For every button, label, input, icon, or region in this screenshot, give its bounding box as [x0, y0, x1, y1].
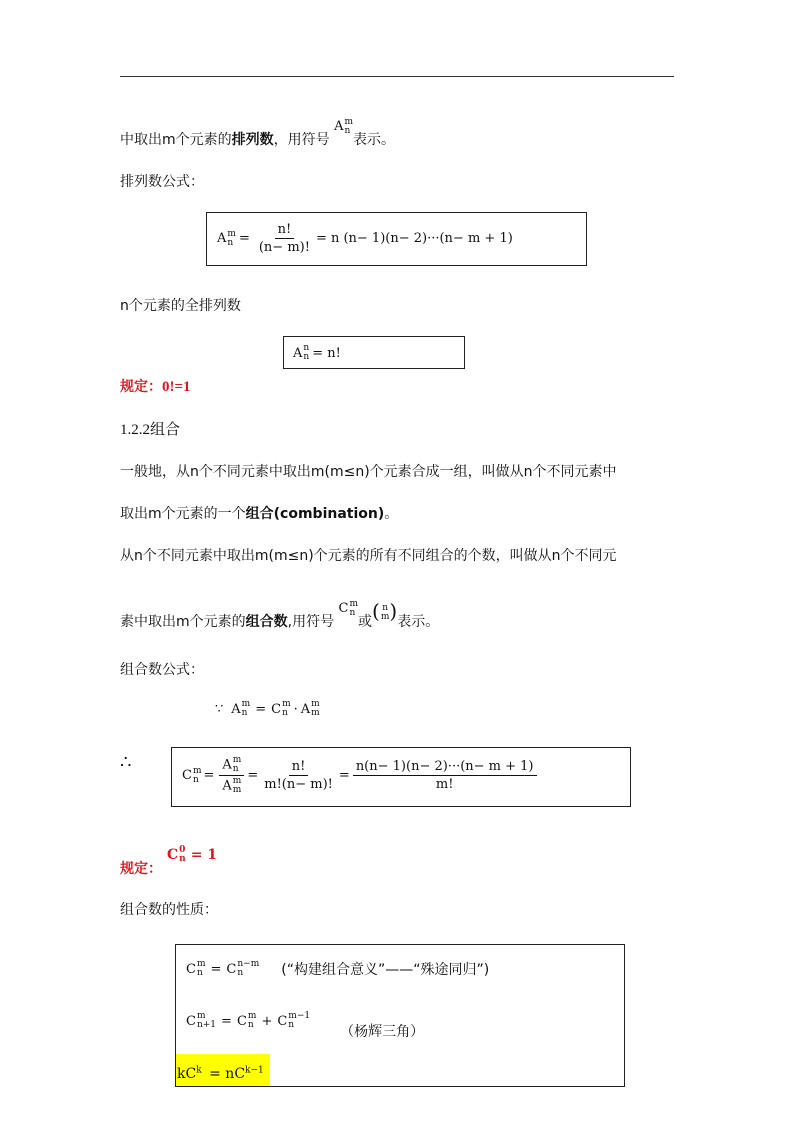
sub: n — [241, 708, 248, 718]
sup: m — [196, 959, 206, 969]
text: 表示。 — [397, 614, 440, 630]
binom-bottom: m — [380, 611, 390, 622]
sub: n — [192, 774, 199, 785]
base: C — [182, 768, 192, 783]
property-symmetry — [186, 959, 489, 979]
sup: m — [247, 1011, 257, 1021]
because-symbol: ∵ — [215, 701, 224, 717]
base: C — [338, 601, 349, 616]
base: C — [186, 961, 196, 977]
text: 取出m个元素的一个 — [120, 506, 246, 522]
sup: m — [227, 228, 236, 239]
base: C — [236, 1013, 247, 1029]
header-rule — [120, 76, 674, 77]
rule-zero-factorial — [120, 378, 191, 396]
property-highlighted — [175, 1054, 270, 1086]
paragraph-combination-number-line2 — [120, 598, 440, 632]
rhs: = n (n− 1)(n− 2)···(n− m + 1) — [315, 231, 513, 246]
equals: = — [238, 231, 250, 246]
sup: n−m — [237, 959, 260, 969]
paragraph-combination-line1: 一般地，从n个不同元素中取出m(m≤n)个元素合成一组，叫做从n个不同元素中 — [120, 464, 617, 480]
bold-term: 组合(combination) — [245, 506, 385, 522]
denominator — [219, 776, 244, 795]
sup: m — [232, 755, 242, 765]
equals: = — [210, 961, 222, 977]
base: A — [231, 701, 241, 717]
sup: m — [344, 116, 354, 127]
base: A — [300, 701, 311, 717]
rule-c-n-zero-formula — [167, 846, 217, 864]
denominator: m!(n− m)! — [264, 777, 333, 792]
rule-c-n-zero — [120, 860, 162, 878]
text: 表示。 — [353, 132, 396, 148]
base: A — [293, 345, 303, 361]
binomial-symbol: ( n m ) — [372, 599, 398, 623]
paragraph-combination-number-line1: 从n个不同元素中取出m(m≤n)个元素的所有不同组合的个数，叫做从n个不同元 — [120, 548, 617, 564]
rule-label: 规定： — [120, 861, 162, 877]
formula-box-combination — [171, 747, 631, 807]
text: ，用符号 — [273, 132, 330, 148]
formula-box-permutation — [206, 212, 587, 266]
sup: k — [196, 1065, 202, 1076]
sub: n — [232, 764, 239, 774]
sub: n — [179, 854, 186, 864]
lhs: kC — [177, 1066, 197, 1082]
paragraph-permutation-formula-label: 排列数公式： — [120, 174, 204, 190]
base: C — [167, 847, 179, 863]
base: A — [222, 778, 232, 794]
sup: m — [196, 1011, 206, 1021]
base: C — [186, 1013, 196, 1029]
equals: = — [247, 768, 259, 783]
sub: n — [227, 237, 234, 248]
rule-label: 规定： — [120, 379, 162, 395]
section-title — [120, 421, 180, 439]
fraction-A-over-A — [219, 756, 244, 795]
section-title-text: 1.2.2组合 — [120, 422, 181, 438]
text: ,用符号 — [287, 614, 335, 630]
fraction-factorial — [261, 759, 336, 792]
sub: n — [282, 708, 288, 718]
sup: m — [311, 699, 320, 709]
paragraph-full-permutation: n个元素的全排列数 — [120, 298, 241, 314]
text: 中取出m个元素的 — [120, 132, 232, 148]
text: 素中取出m个元素的 — [120, 614, 246, 630]
note: (“构建组合意义”——“殊途同归”) — [281, 962, 490, 978]
base: A — [334, 119, 344, 134]
sub: m — [311, 708, 320, 718]
note: （杨辉三角） — [340, 1024, 425, 1040]
formula-box-full-permutation — [283, 336, 465, 369]
property-pascal — [186, 1011, 425, 1040]
rhs: = 1 — [190, 847, 218, 863]
sub: n — [237, 968, 244, 978]
sup: k−1 — [245, 1065, 264, 1076]
numerator — [219, 756, 244, 776]
properties-box — [175, 944, 625, 1087]
paragraph-permutation-definition — [120, 116, 396, 150]
sup: m — [192, 765, 202, 776]
text: 或 — [358, 614, 373, 630]
plus: + — [261, 1013, 273, 1029]
base: A — [217, 231, 227, 246]
sub: m — [232, 785, 242, 795]
equals: = — [338, 768, 350, 783]
sup: m — [349, 598, 359, 609]
equals: = — [221, 1013, 232, 1029]
sub: n — [288, 1020, 295, 1030]
dot: · — [293, 701, 298, 717]
base: C — [277, 1013, 288, 1029]
symbol-C — [338, 598, 359, 618]
sub: n — [303, 352, 310, 362]
sup: m — [232, 776, 242, 786]
sub: n — [344, 125, 351, 136]
binom-top: n — [382, 602, 389, 613]
paragraph-properties-label: 组合数的性质： — [120, 902, 218, 918]
denominator: m! — [435, 777, 454, 792]
sub: n+1 — [196, 1020, 217, 1030]
numerator: n! — [289, 759, 309, 776]
numerator: n(n− 1)(n− 2)···(n− m + 1) — [353, 759, 537, 776]
rhs: = nC — [209, 1066, 246, 1082]
equals: = — [255, 701, 267, 717]
paragraph-combination-formula-label: 组合数公式： — [120, 662, 204, 678]
sup: m — [282, 699, 291, 709]
rhs: = n! — [312, 345, 341, 361]
bold-term: 组合数 — [245, 614, 288, 630]
symbol-A — [334, 116, 354, 136]
fraction-product — [353, 759, 537, 792]
base: A — [222, 757, 232, 773]
sub: n — [349, 607, 356, 618]
numerator: n! — [275, 222, 295, 239]
base: C — [226, 961, 237, 977]
rule-value: 0!=1 — [162, 379, 191, 395]
sup: m — [241, 699, 251, 709]
text: 。 — [384, 506, 399, 522]
base: C — [271, 701, 282, 717]
equals: = — [203, 768, 215, 783]
because-formula — [215, 700, 320, 718]
fraction — [256, 222, 313, 255]
sub: n — [247, 1020, 254, 1030]
sub: n — [196, 968, 203, 978]
sup: 0 — [179, 845, 186, 855]
paragraph-combination-line2 — [120, 505, 398, 523]
sup: n — [303, 343, 310, 353]
bold-term: 排列数 — [231, 132, 274, 148]
sup: m−1 — [288, 1011, 311, 1021]
therefore-symbol: ∴ — [120, 752, 132, 773]
denominator: (n− m)! — [258, 240, 310, 255]
